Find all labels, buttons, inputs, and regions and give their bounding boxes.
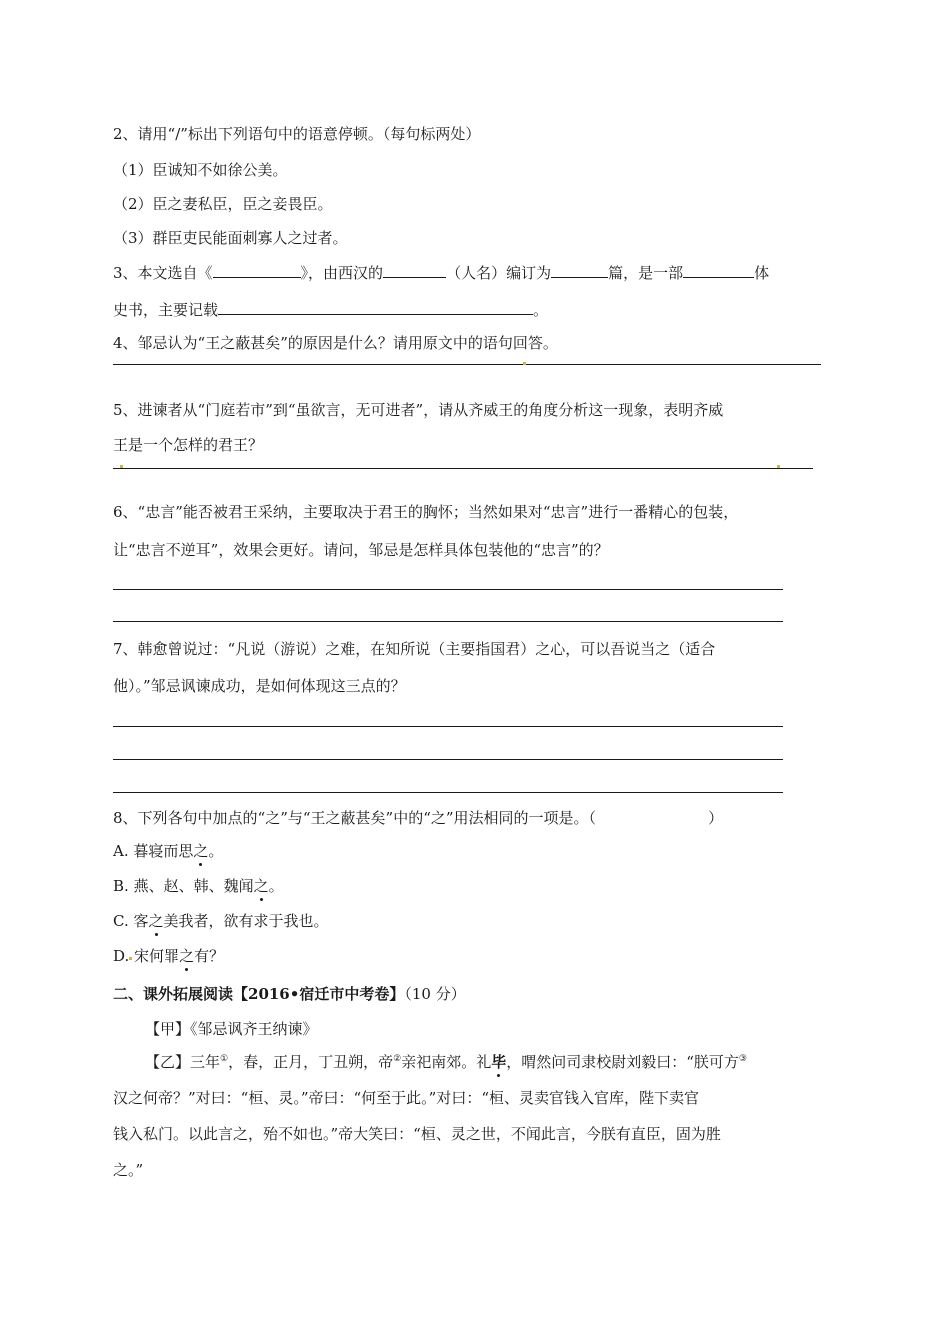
footnote-2: ② bbox=[393, 1054, 402, 1064]
q8-option-c[interactable]: C. 客之美我者，欲有求于我也。 bbox=[113, 912, 329, 930]
q8-option-b[interactable]: B. 燕、赵、韩、魏闻之。 bbox=[113, 877, 284, 895]
q2-title: 2、请用“/”标出下列语句中的语意停顿。（每句标两处） bbox=[113, 125, 481, 143]
q3-count-blank[interactable] bbox=[551, 262, 608, 278]
q7-answer-line-3[interactable] bbox=[113, 792, 783, 793]
q8-stem: 8、下列各句中加点的“之”与“王之蔽甚矣”中的“之”用法相同的一项是。（ ） bbox=[113, 809, 724, 827]
q6-answer-line-2[interactable] bbox=[113, 621, 783, 622]
dotted-char: 之 bbox=[193, 842, 209, 860]
q3-book-blank[interactable] bbox=[213, 262, 301, 278]
section2-heading: 二、课外拓展阅读【2016•宿迁市中考卷】（10 分） bbox=[113, 985, 466, 1003]
scan-speck bbox=[523, 362, 526, 365]
q2-item-1: （1）臣诚知不如徐公美。 bbox=[113, 161, 288, 179]
section2-yi-line-2: 汉之何帝？”对曰：“桓、灵。”帝曰：“何至于此。”对曰：“桓、灵卖官钱入官库，陛下卖官 bbox=[113, 1089, 700, 1107]
q8-option-d[interactable]: D. 宋何罪之有？ bbox=[113, 947, 225, 965]
q2-item-3: （3）群臣吏民能面刺寡人之过者。 bbox=[113, 229, 348, 247]
section2-yi-line-1: 【乙】三年①，春，正月，丁丑朔，帝②亲祀南郊。礼毕，喟然问司隶校尉刘毅曰：“朕可方③ bbox=[145, 1053, 747, 1071]
q5-line-2: 王是一个怎样的君王？ bbox=[113, 436, 264, 454]
section2-yi-line-4: 之。” bbox=[113, 1161, 144, 1179]
q3-line-1: 3、本文选自《 》，由西汉的 （人名）编订为 篇，是一部 体 bbox=[113, 264, 770, 282]
q3-editor-blank[interactable] bbox=[383, 262, 446, 278]
dotted-char: 之 bbox=[179, 947, 195, 965]
q3-line-2: 史书，主要记载 。 bbox=[113, 301, 549, 319]
q7-line-2: 他）。”邹忌讽谏成功，是如何体现这三点的？ bbox=[113, 677, 406, 695]
q6-answer-line-1[interactable] bbox=[113, 589, 783, 590]
q2-item-2: （2）臣之妻私臣，臣之妾畏臣。 bbox=[113, 195, 333, 213]
footnote-3: ③ bbox=[738, 1054, 747, 1064]
q5-line-1: 5、进谏者从“门庭若市”到“虽欲言，无可进者”，请从齐威王的角度分析这一现象，表明齐威 bbox=[113, 401, 724, 419]
q3-content-blank[interactable] bbox=[218, 299, 533, 315]
q7-answer-line-2[interactable] bbox=[113, 759, 783, 760]
q6-line-1: 6、“忠言”能否被君王采纳，主要取决于君王的胸怀；当然如果对“忠言”进行一番精心的包装， bbox=[113, 503, 739, 521]
q8-option-a[interactable]: A. 暮寝而思之。 bbox=[113, 842, 224, 860]
q5-answer-line[interactable] bbox=[113, 468, 813, 469]
dotted-char-bi: 毕 bbox=[491, 1053, 507, 1071]
q4-text: 4、邹忌认为“王之蔽甚矣”的原因是什么？请用原文中的语句回答。 bbox=[113, 334, 558, 352]
dotted-char: 之 bbox=[253, 877, 269, 895]
q7-answer-line-1[interactable] bbox=[113, 726, 783, 727]
scan-speck bbox=[777, 465, 780, 468]
scan-speck bbox=[129, 957, 132, 960]
footnote-1: ① bbox=[220, 1054, 229, 1064]
q7-line-1: 7、韩愈曾说过：“凡说（游说）之难，在知所说（主要指国君）之心，可以吾说当之（适合 bbox=[113, 640, 716, 658]
section2-jia: 【甲】《邹忌讽齐王纳谏》 bbox=[145, 1020, 318, 1038]
scan-speck bbox=[120, 465, 123, 468]
q6-line-2: 让“忠言不逆耳”，效果会更好。请问，邹忌是怎样具体包装他的“忠言”的？ bbox=[113, 541, 609, 559]
q4-answer-line[interactable] bbox=[113, 364, 821, 365]
q3-genre-blank[interactable] bbox=[683, 262, 754, 278]
section2-yi-line-3: 钱入私门。以此言之，殆不如也。”帝大笑曰：“桓、灵之世，不闻此言，今朕有直臣，固为胜 bbox=[113, 1125, 721, 1143]
dotted-char: 之 bbox=[148, 912, 164, 930]
